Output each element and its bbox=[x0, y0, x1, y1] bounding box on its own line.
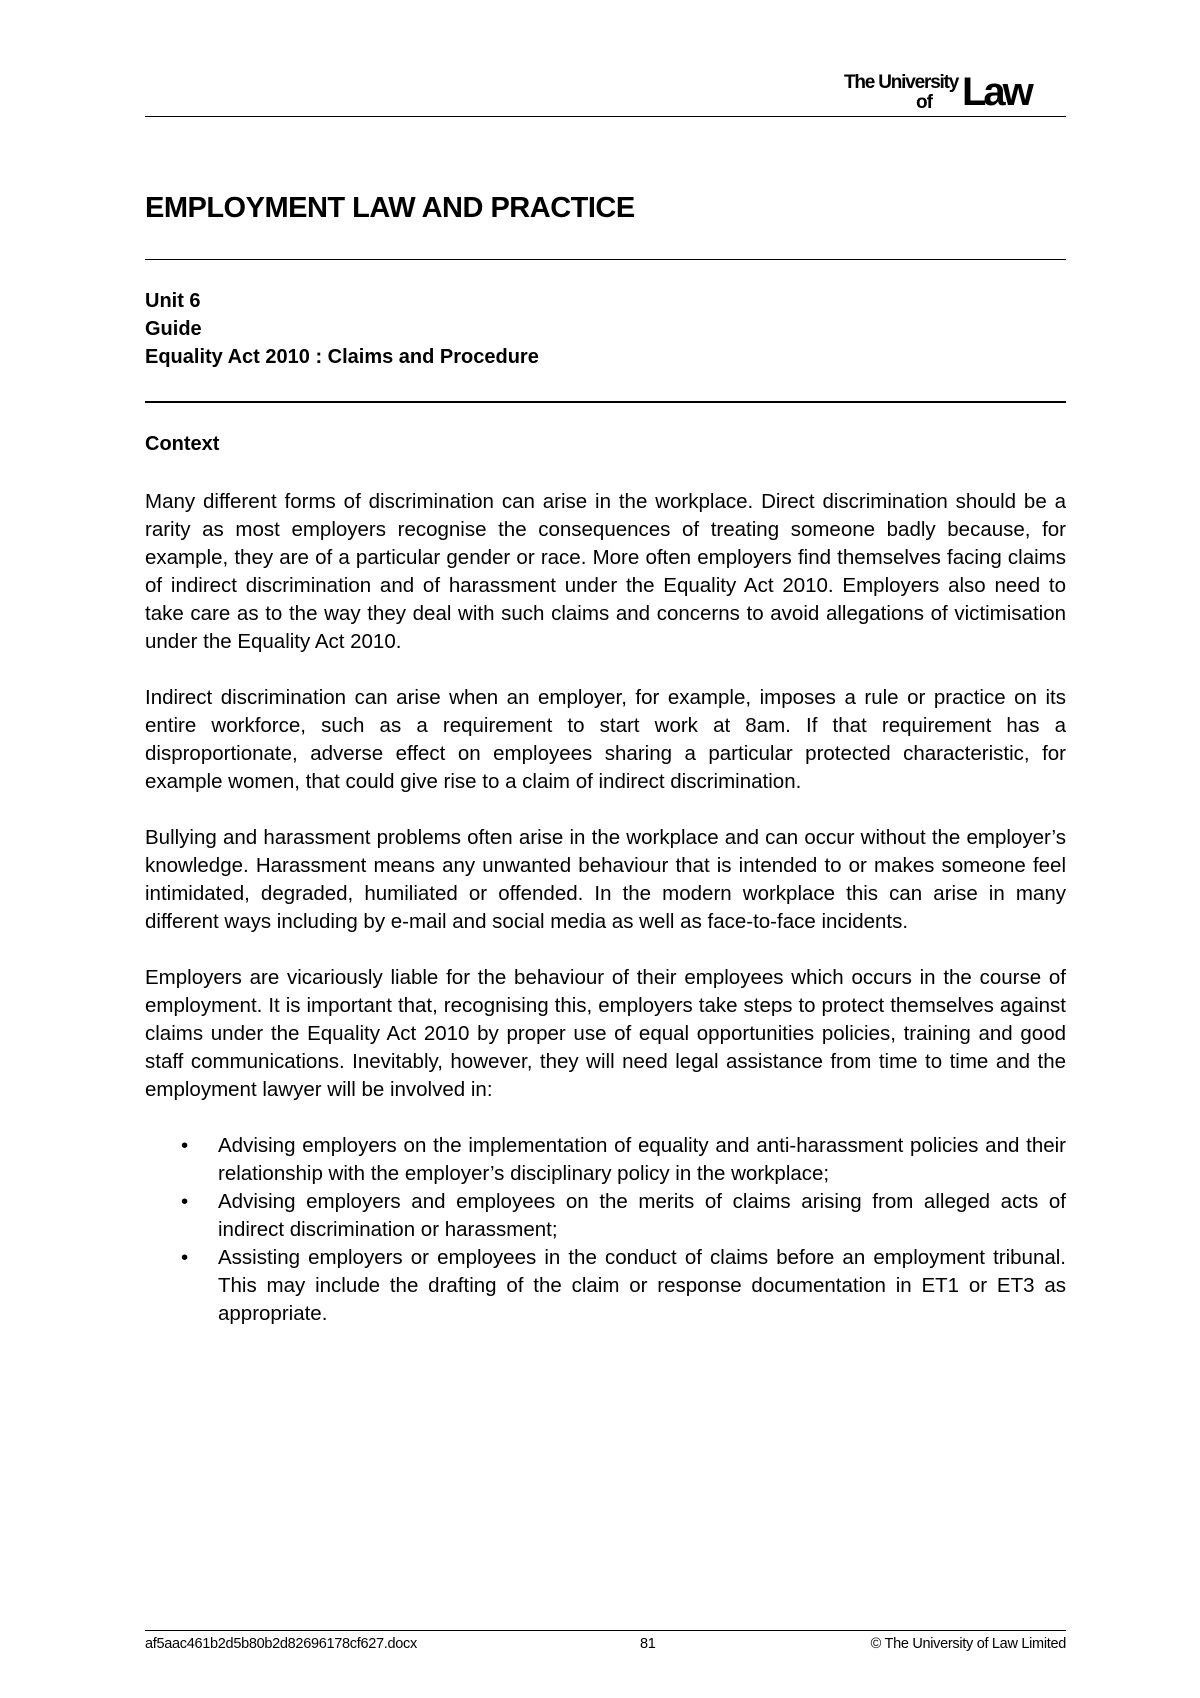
footer-rule bbox=[145, 1630, 1066, 1631]
footer-filename: af5aac461b2d5b80b2d82696178cf627.docx bbox=[145, 1636, 417, 1652]
list-item bbox=[145, 1188, 1066, 1244]
paragraph: Indirect discrimination can arise when an employer, for example, imposes a rule or practice on its entire workforce, such as a requirement to start work at 8am. If that requirement has a disproportionate, adverse effect on employees sharing a particular protected characteristic, for example women, that could give rise to a claim of indirect discrimination. bbox=[145, 686, 1066, 793]
list-item-text: Advising employers and employees on the merits of claims arising from alleged acts of indirect discrimination or harassment; bbox=[218, 1190, 1066, 1241]
unit-label: Unit 6 bbox=[145, 290, 201, 312]
logo-text: The University bbox=[844, 72, 959, 93]
section-heading: Context bbox=[145, 433, 220, 455]
guide-label: Guide bbox=[145, 318, 202, 340]
body-text bbox=[145, 488, 1066, 1328]
paragraph: Bullying and harassment problems often arise in the workplace and can occur without the employer’s knowledge. Harassment means any unwanted behaviour that is intended to or makes someone feel intimidated, degraded, humiliated or offended. In the modern workplace this can arise in many different ways including by e-mail and social media as well as face-to-face incidents. bbox=[145, 826, 1066, 933]
page-number: 81 bbox=[640, 1636, 656, 1652]
title-rule bbox=[145, 259, 1066, 260]
bullet-icon: • bbox=[181, 1190, 189, 1213]
header-rule bbox=[145, 116, 1066, 117]
university-logo bbox=[844, 70, 1064, 112]
footer-copyright: © The University of Law Limited bbox=[870, 1636, 1066, 1652]
list-item bbox=[145, 1132, 1066, 1188]
list-item bbox=[145, 1244, 1066, 1328]
paragraph: Employers are vicariously liable for the behaviour of their employees which occurs in the course of employment. It is important that, recognising this, employers take steps to protect themselves against claims under the Equality Act 2010 by proper use of equal opportunities policies, training and good staff communications. Inevitably, however, they will need legal assistance from time to time and the employment lawyer will be involved in: bbox=[145, 966, 1066, 1101]
document-title: EMPLOYMENT LAW AND PRACTICE bbox=[145, 192, 635, 224]
unit-subtitle: Equality Act 2010 : Claims and Procedure bbox=[145, 346, 539, 368]
bullet-icon: • bbox=[181, 1134, 189, 1157]
paragraph: Many different forms of discrimination can arise in the workplace. Direct discrimination should be a rarity as most employers recognise the consequences of treating someone badly because, for example, they are of a particular gender or race. More often employers find themselves facing claims of indirect discrimination and of harassment under the Equality Act 2010. Employers also need to take care as to the way they deal with such claims and concerns to avoid allegations of victimisation under the Equality Act 2010. bbox=[145, 490, 1066, 653]
logo-text: Law bbox=[962, 70, 1031, 114]
bullet-icon: • bbox=[181, 1246, 189, 1269]
list-item-text: Advising employers on the implementation of equality and anti-harassment policies and their relationship with the employer’s disciplinary policy in the workplace; bbox=[218, 1134, 1066, 1185]
list-item-text: Assisting employers or employees in the conduct of claims before an employment tribunal. This may include the drafting of the claim or response documentation in ET1 or ET3 as appropriate. bbox=[218, 1246, 1066, 1325]
subtitle-rule bbox=[145, 401, 1066, 403]
logo-text: of bbox=[916, 92, 932, 113]
bullet-list bbox=[145, 1132, 1066, 1328]
